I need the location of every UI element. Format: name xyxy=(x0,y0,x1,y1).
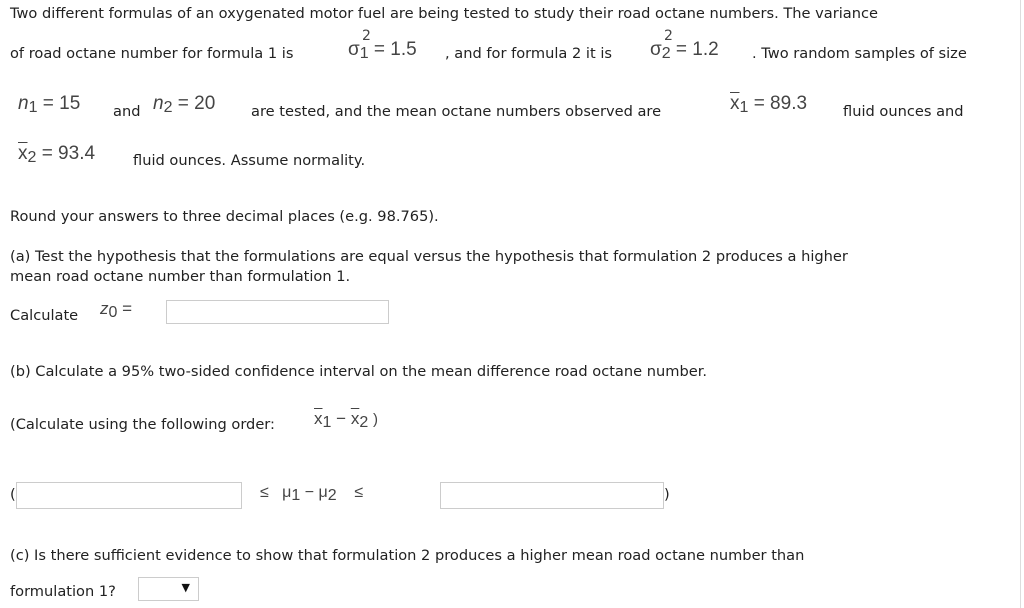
calculate-label: Calculate xyxy=(10,307,79,324)
n1-expression: $n_1 = 15$ xyxy=(18,93,81,116)
mu-difference-expression: ≤ $\mu_1 - \mu_2$ ≤ xyxy=(260,484,364,504)
problem-line-2a: of road octane number for formula 1 is xyxy=(10,45,294,62)
round-note: Round your answers to three decimal places (e.g. 98.765). xyxy=(10,208,439,225)
close-paren: ) xyxy=(664,486,670,503)
n2-expression: $n_2 = 20$ xyxy=(153,93,216,116)
problem-line-3b: fluid ounces and xyxy=(843,103,964,120)
problem-line-2c: . Two random samples of size xyxy=(752,45,967,62)
z0-expression: $z_0$ = xyxy=(100,299,133,321)
part-b-text: (b) Calculate a 95% two-sided confidence interval on the mean difference road octane number. xyxy=(10,363,708,380)
open-paren: ( xyxy=(10,486,16,503)
evidence-dropdown[interactable] xyxy=(138,577,199,601)
order-label: (Calculate using the following order: xyxy=(10,416,275,433)
sigma1-superscript: 2 xyxy=(362,28,371,44)
and-text: and xyxy=(113,103,141,120)
dropdown-arrow-icon: ▼ xyxy=(181,581,190,594)
z0-input[interactable] xyxy=(166,300,389,324)
problem-line-3: are tested, and the mean octane numbers observed are xyxy=(251,103,662,120)
part-c-text-2: formulation 1? xyxy=(10,583,116,600)
problem-line-2b: , and for formula 2 it is xyxy=(445,45,612,62)
sigma2-expression: $\sigma_2 = 1.2$ xyxy=(650,39,719,62)
order-expression: $\overline{x}_1 - \overline{x}_2$ ) xyxy=(314,409,378,431)
x1bar-expression: $\overline{x}_1 = 89.3$ xyxy=(730,93,808,116)
problem-line-4: fluid ounces. Assume normality. xyxy=(133,152,366,169)
part-c-text-1: (c) Is there sufficient evidence to show that formulation 2 produces a higher mean road octane number than xyxy=(10,547,805,564)
ci-lower-input[interactable] xyxy=(16,482,242,509)
part-a-text-2: mean road octane number than formulation 1. xyxy=(10,268,351,285)
part-a-text-1: (a) Test the hypothesis that the formulations are equal versus the hypothesis that formulation 2 produces a higher xyxy=(10,248,848,265)
sigma1-expression: $\sigma_1 = 1.5$ xyxy=(348,39,417,62)
x2bar-expression: $\overline{x}_2 = 93.4$ xyxy=(18,143,96,166)
ci-upper-input[interactable] xyxy=(440,482,664,509)
sigma2-superscript: 2 xyxy=(664,28,673,44)
problem-line-1: Two different formulas of an oxygenated motor fuel are being tested to study their road octane numbers. The variance xyxy=(10,5,878,22)
page-right-border xyxy=(1020,0,1021,608)
